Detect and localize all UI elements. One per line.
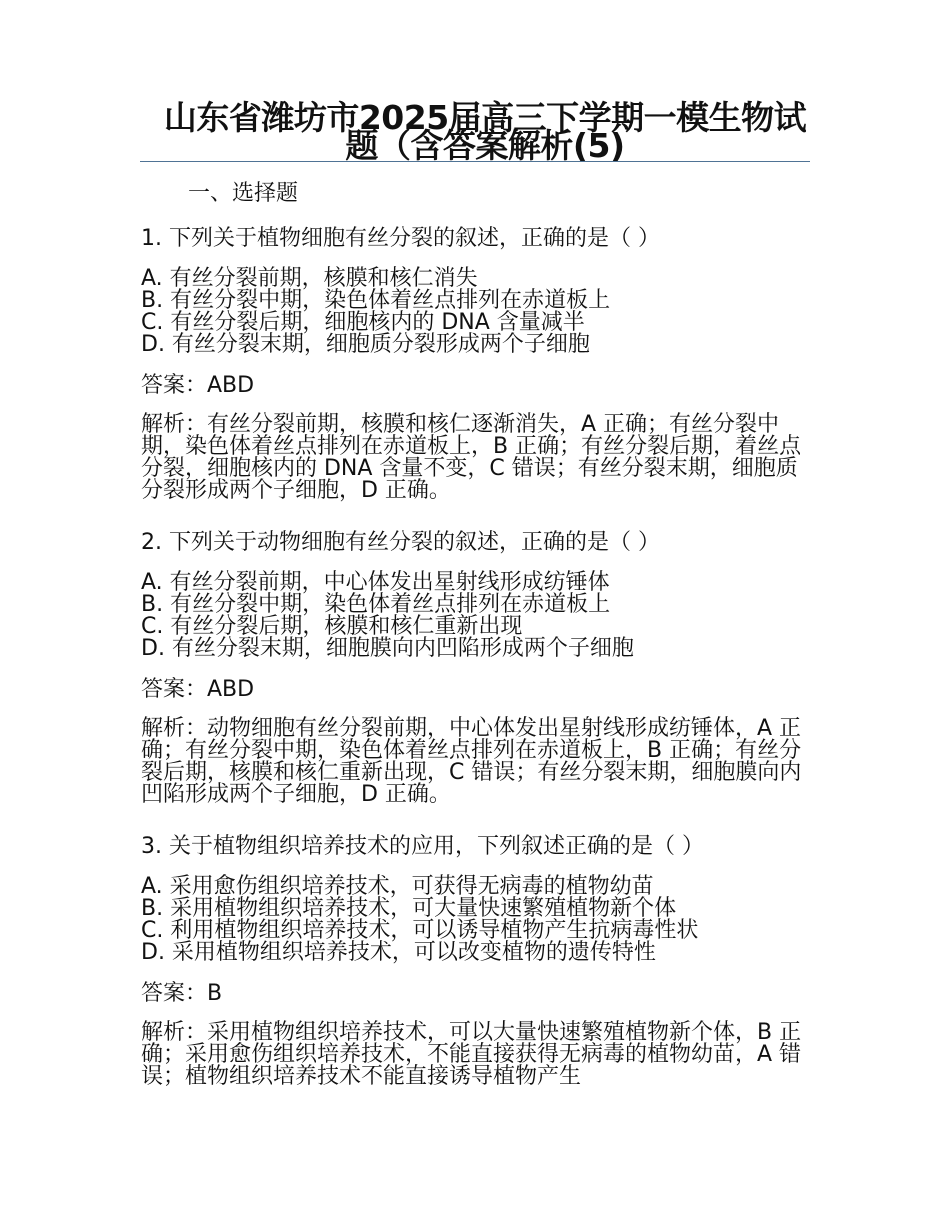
option-d: D. 采用植物组织培养技术，可以改变植物的遗传特性 xyxy=(141,940,656,965)
answer: 答案：ABD xyxy=(141,373,255,398)
explanation: 解析：有丝分裂前期，核膜和核仁逐渐消失，A 正确；有丝分裂中期，染色体着丝点排列在赤道板上，B 正确；有丝分裂后期，着丝点分裂，细胞核内的 DNA 含量不变，C 错误；有丝分裂末期，细胞质分裂形成两个子细胞，D 正确。 xyxy=(141,412,802,503)
question-1 xyxy=(141,224,811,502)
section-heading: 一、选择题 xyxy=(188,181,299,206)
answer: 答案：ABD xyxy=(141,677,255,702)
option-c: C. 有丝分裂后期，核膜和核仁重新出现 xyxy=(141,614,523,639)
option-b: B. 有丝分裂中期，染色体着丝点排列在赤道板上 xyxy=(141,288,611,313)
document-title: 山东省潍坊市2025届高三下学期一模生物试题（含答案解析(5) xyxy=(163,98,807,165)
option-list xyxy=(141,876,811,964)
title-underline xyxy=(140,161,810,162)
question-stem: 3. 关于植物组织培养技术的应用，下列叙述正确的是（ ） xyxy=(141,834,704,859)
question-2 xyxy=(141,528,811,806)
explanation: 解析：动物细胞有丝分裂前期，中心体发出星射线形成纺锤体，A 正确；有丝分裂中期，染色体着丝点排列在赤道板上，B 正确；有丝分裂后期，核膜和核仁重新出现，C 错误；有丝分裂末期，细胞膜向内凹陷形成两个子细胞，D 正确。 xyxy=(141,716,802,807)
option-a: A. 采用愈伤组织培养技术，可获得无病毒的植物幼苗 xyxy=(141,874,654,899)
option-list xyxy=(141,268,811,356)
option-a: A. 有丝分裂前期，中心体发出星射线形成纺锤体 xyxy=(141,570,610,595)
option-d: D. 有丝分裂末期，细胞膜向内凹陷形成两个子细胞 xyxy=(141,636,634,661)
option-c: C. 利用植物组织培养技术，可以诱导植物产生抗病毒性状 xyxy=(141,918,699,943)
option-a: A. 有丝分裂前期，核膜和核仁消失 xyxy=(141,266,478,291)
question-stem: 2. 下列关于动物细胞有丝分裂的叙述，正确的是（ ） xyxy=(141,530,660,555)
option-c: C. 有丝分裂后期，细胞核内的 DNA 含量减半 xyxy=(141,310,585,335)
option-b: B. 采用植物组织培养技术，可大量快速繁殖植物新个体 xyxy=(141,896,677,921)
explanation: 解析：采用植物组织培养技术，可以大量快速繁殖植物新个体，B 正确；采用愈伤组织培养技术，不能直接获得无病毒的植物幼苗，A 错误；植物组织培养技术不能直接诱导植物产生 xyxy=(141,1020,802,1089)
option-b: B. 有丝分裂中期，染色体着丝点排列在赤道板上 xyxy=(141,592,611,617)
question-stem: 1. 下列关于植物细胞有丝分裂的叙述，正确的是（ ） xyxy=(141,226,660,251)
option-list xyxy=(141,572,811,660)
question-3 xyxy=(141,832,811,1088)
option-d: D. 有丝分裂末期，细胞质分裂形成两个子细胞 xyxy=(141,332,590,357)
answer: 答案：B xyxy=(141,981,223,1006)
